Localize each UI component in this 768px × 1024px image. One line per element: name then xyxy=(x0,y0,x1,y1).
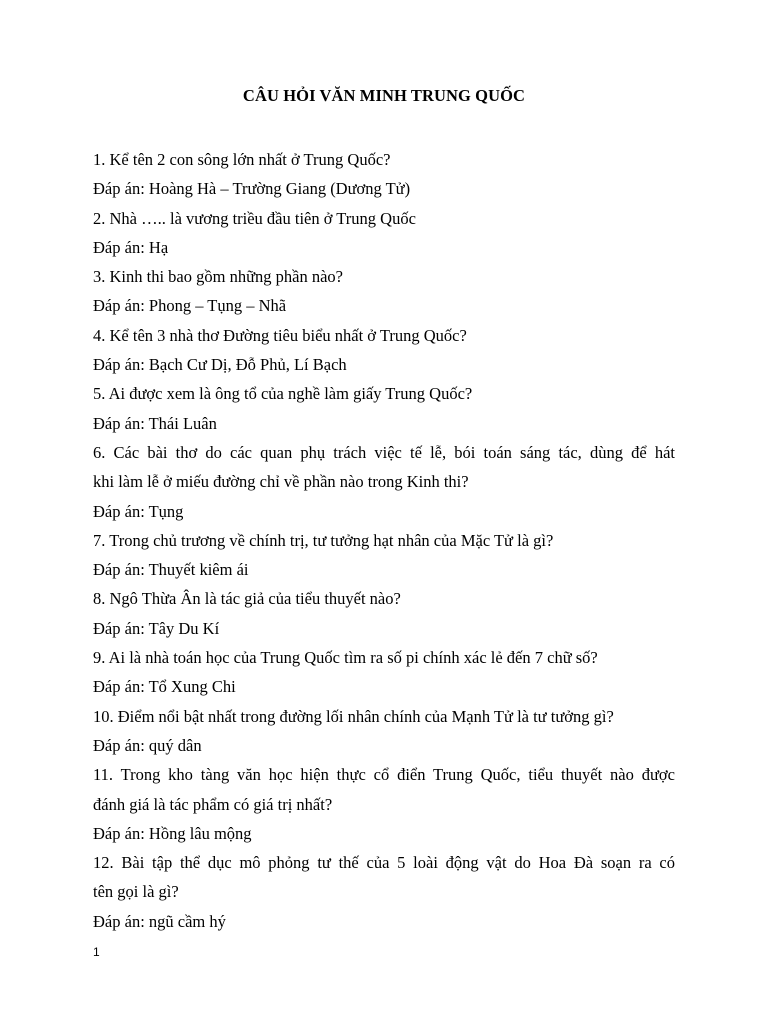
answer-1: Đáp án: Hoàng Hà – Trường Giang (Dương Tử) xyxy=(93,179,411,199)
page-number: 1 xyxy=(93,945,100,959)
question-9: 9. Ai là nhà toán học của Trung Quốc tìm ra số pi chính xác lẻ đến 7 chữ số? xyxy=(93,648,598,668)
question-11-line-2: đánh giá là tác phẩm có giá trị nhất? xyxy=(93,794,333,814)
question-6-line-2: khi làm lễ ở miếu đường chỉ về phần nào trong Kinh thi? xyxy=(93,472,469,492)
answer-2: Đáp án: Hạ xyxy=(93,237,169,257)
document-body xyxy=(93,145,675,936)
answer-11: Đáp án: Hồng lâu mộng xyxy=(93,823,252,843)
answer-9: Đáp án: Tổ Xung Chi xyxy=(93,677,236,697)
answer-12: Đáp án: ngũ cầm hý xyxy=(93,911,226,931)
question-5: 5. Ai được xem là ông tổ của nghề làm giấy Trung Quốc? xyxy=(93,384,473,404)
answer-6: Đáp án: Tụng xyxy=(93,501,184,521)
question-1: 1. Kể tên 2 con sông lớn nhất ở Trung Quốc? xyxy=(93,150,391,169)
answer-7: Đáp án: Thuyết kiêm ái xyxy=(93,560,249,580)
answer-10: Đáp án: quý dân xyxy=(93,735,202,755)
question-12-line-1: 12. Bài tập thể dục mô phỏng tư thế của 5 loài động vật do Hoa Đà soạn ra có xyxy=(93,853,675,873)
question-3: 3. Kinh thi bao gồm những phần nào? xyxy=(93,267,343,287)
question-8: 8. Ngô Thừa Ân là tác giả của tiểu thuyết nào? xyxy=(93,589,401,609)
question-4: 4. Kể tên 3 nhà thơ Đường tiêu biểu nhất ở Trung Quốc? xyxy=(93,325,467,345)
answer-3: Đáp án: Phong – Tụng – Nhã xyxy=(93,296,287,316)
document-title: CÂU HỎI VĂN MINH TRUNG QUỐC xyxy=(242,86,526,105)
answer-8: Đáp án: Tây Du Kí xyxy=(93,618,220,638)
question-10: 10. Điểm nổi bật nhất trong đường lối nhân chính của Mạnh Tử là tư tưởng gì? xyxy=(93,706,614,726)
answer-5: Đáp án: Thái Luân xyxy=(93,413,217,433)
question-11-line-1: 11. Trong kho tàng văn học hiện thực cổ điển Trung Quốc, tiểu thuyết nào được xyxy=(93,765,675,785)
question-6-line-1: 6. Các bài thơ do các quan phụ trách việc tế lễ, bói toán sáng tác, dùng để hát xyxy=(93,442,675,462)
question-2: 2. Nhà ….. là vương triều đầu tiên ở Trung Quốc xyxy=(93,208,416,228)
question-12-line-2: tên gọi là gì? xyxy=(93,882,179,902)
question-7: 7. Trong chủ trương về chính trị, tư tưởng hạt nhân của Mặc Tử là gì? xyxy=(93,530,554,550)
answer-4: Đáp án: Bạch Cư Dị, Đỗ Phủ, Lí Bạch xyxy=(93,355,347,375)
